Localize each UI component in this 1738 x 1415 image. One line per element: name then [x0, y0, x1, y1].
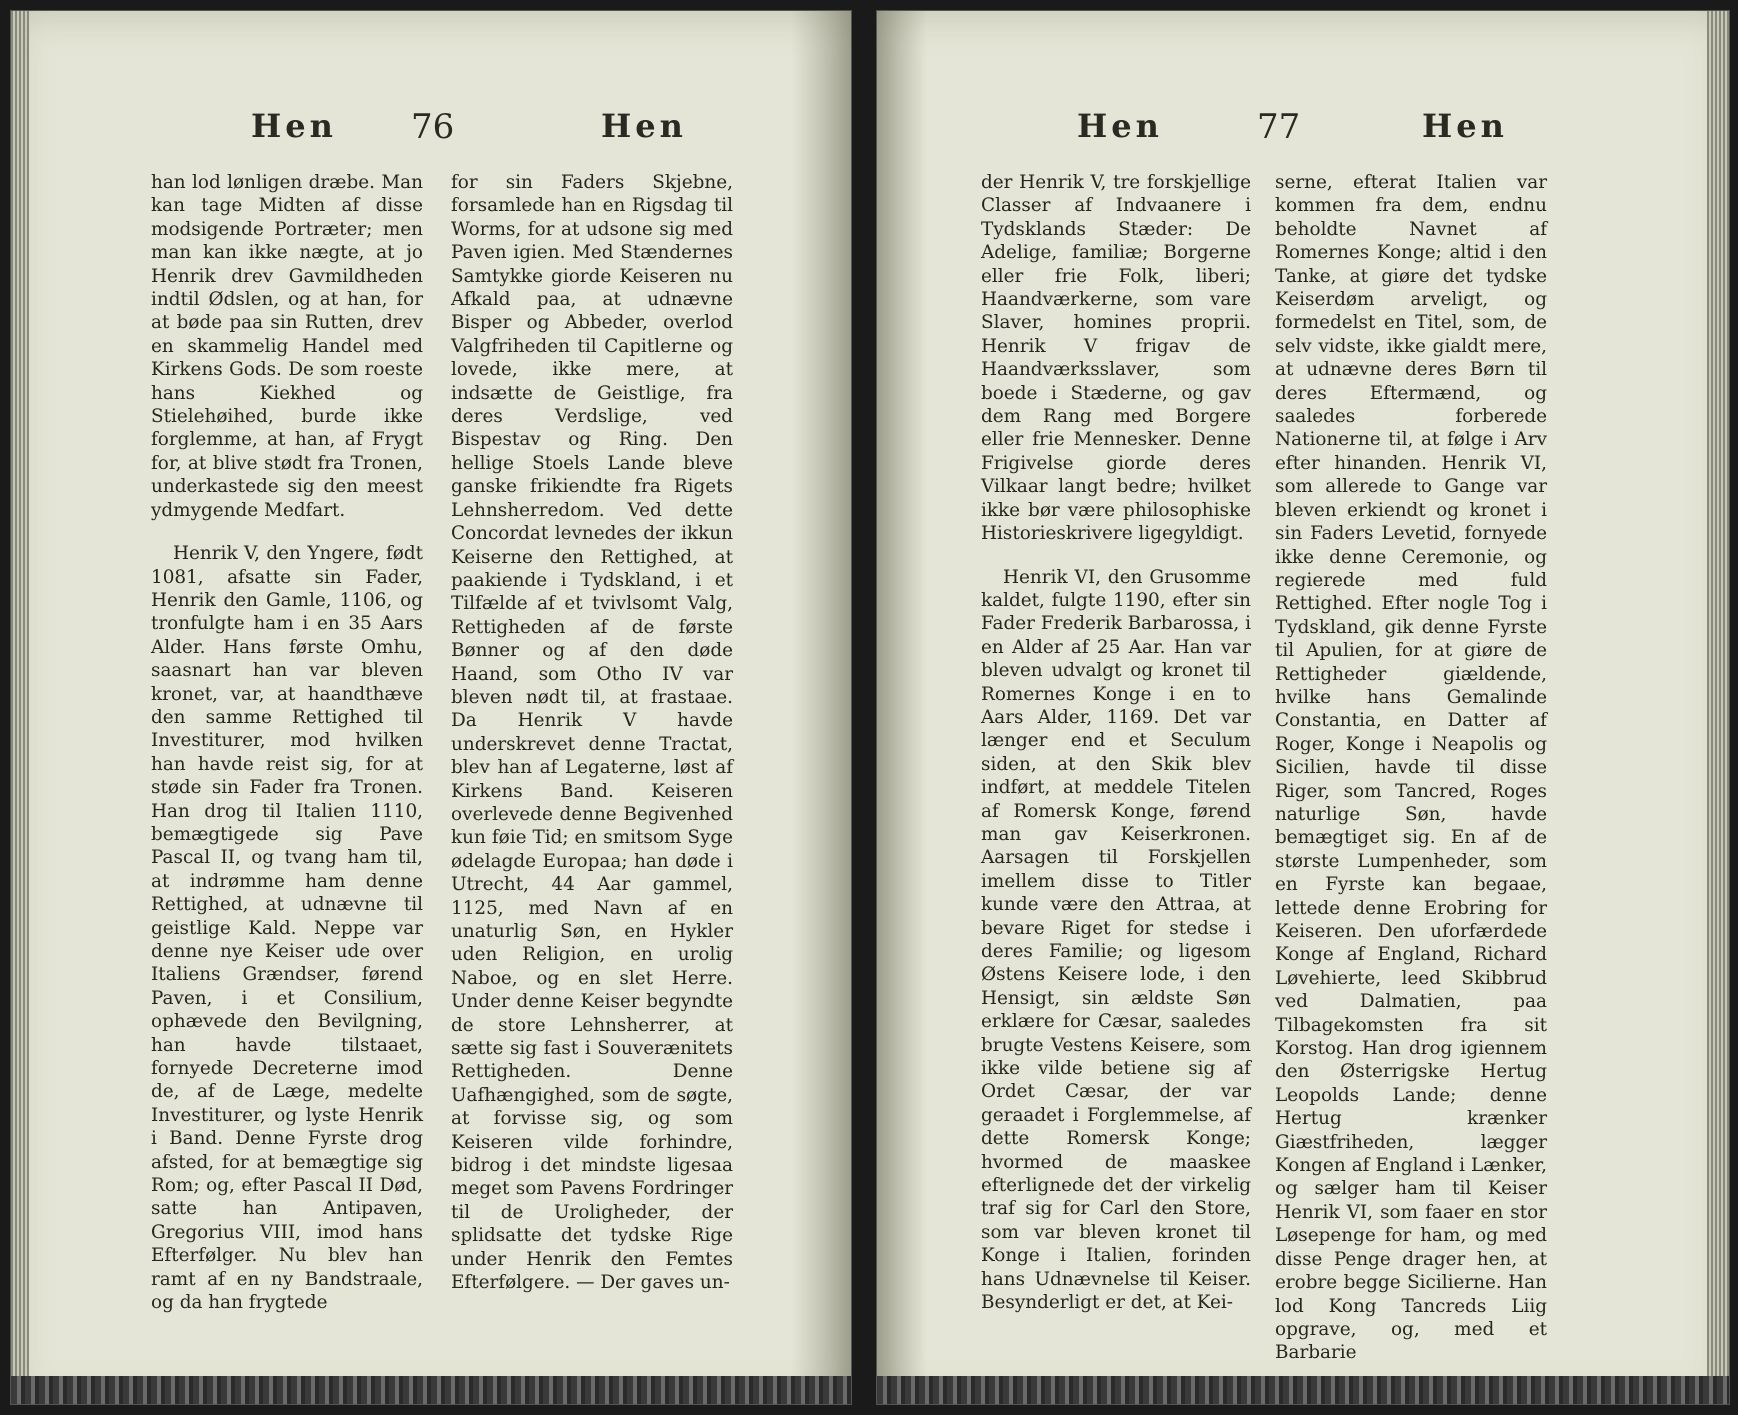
- page-number: 76: [411, 107, 455, 147]
- page-edge: [1707, 11, 1729, 1404]
- paragraph: Henrik V, den Yngere, født 1081, afsatte sin Fader, Henrik den Gamle, 1106, og tronfulgte ham i en 35 Aars Alder. Hans første Omhu, saasnart han var bleven kronet, var, at haandthæve den samme Rettighed til Investiturer, mod hvilken han havde reist sig, for at støde sin Fader fra Tronen. Han drog til Italien 1110, bemægtigede sig Pave Pascal II, og tvang ham til, at indrømme ham denne Rettighed, at udnævne til geistlige Kald. Neppe var denne nye Keiser ude over Italiens Grændser, førend Paven, i et Consilium, ophævede den Bevilgning, han havde tilstaaet, fornyede Decreterne imod de, af de Læge, medelte Investiturer, og lyste Henrik i Band. Denne Fyrste drog afsted, for at bemægtige sig Rom; og, efter Pascal II Død, satte han Antipaven, Gregorius VIII, imod hans Efterfølger. Nu blev han ramt af en ny Bandstraale, og da han frygtede: [151, 543, 423, 1314]
- text-column-2: [1275, 171, 1547, 1365]
- page-number: 77: [1257, 107, 1301, 147]
- right-page: [876, 10, 1730, 1405]
- paragraph: der Henrik V, tre forskjellige Classer af Indvaanere i Tydsklands Stæder: De Adelige, familiæ; Borgerne eller frie Folk, liberi; Haandværkerne, som vare Slaver, homines proprii. Henrik V frigav de Haandværksslaver, som boede i Stæderne, og gav dem Rang med Borgere eller frie Mennesker. Denne Frigivelse giorde deres Vilkaar langt bedre; hvilket ikke bør være philosophiske Historieskrivere ligegyldigt.: [981, 172, 1251, 545]
- paragraph: Henrik VI, den Grusomme kaldet, fulgte 1190, efter sin Fader Frederik Barbarossa, i en Alder af 25 Aar. Han var bleven udvalgt og kronet til Romernes Konge i en to Aars Alder, 1169. Det var længer end et Seculum siden, at den Skik blev indført, at meddele Titelen af Romersk Konge, førend man gav Keiserkronen. Aarsagen til Forskjellen imellem disse to Titler kunde være den Attraa, at bevare Riget for stedse i deres Familie; og ligesom Østens Keisere lode, i den Hensigt, sin ældste Søn erklære for Cæsar, saaledes brugte Vestens Keisere, som ikke vilde betiene sig af Ordet Cæsar, der var geraadet i Forglemmelse, af dette Romersk Konge; hvormed de maaskee efterlignede det der virkelig traf sig for Carl den Store, som var bleven kronet til Konge i Italien, forinden hans Udnævnelse til Keiser. Besynderligt er det, at Kei-: [981, 566, 1251, 1314]
- text-column-2: [451, 171, 733, 1295]
- page-edge: [11, 11, 29, 1404]
- headword-left: Hen: [1077, 107, 1163, 145]
- page-gutter: [877, 11, 927, 1404]
- left-page: [10, 10, 852, 1405]
- running-header: [877, 107, 1729, 151]
- text-column-1: [151, 171, 423, 1315]
- running-header: [11, 107, 851, 151]
- paragraph: serne, efterat Italien var kommen fra dem, endnu beholdte Navnet af Romernes Konge; altid i den Tanke, at giøre det tydske Keiserdøm arveligt, og formedelst en Titel, som, de selv vidste, ikke gialdt mere, at udnævne deres Børn til deres Eftermænd, og saaledes forberede Nationerne til, at følge i Arv efter hinanden. Henrik VI, som allerede to Gange var bleven erkiendt og kronet i sin Faders Levetid, fornyede ikke denne Ceremonie, og regierede med fuld Rettighed. Efter nogle Tog i Tydskland, gik denne Fyrste til Apulien, for at giøre de Rettigheder giældende, hvilke hans Gemalinde Constantia, en Datter af Roger, Konge i Neapolis og Sicilien, havde til disse Riger, som Tancred, Roges naturlige Søn, havde bemægtiget sig. En af de største Lumpenheder, som en Fyrste kan begaae, lettede denne Erobring for Keiseren. Den uforfærdede Konge af England, Richard Løvehierte, leed Skibbrud ved Dalmatien, paa Tilbagekomsten fra sit Korstog. Han drog igiennem den Østerrigske Hertug Leopolds Lande; denne Hertug krænker Giæstfriheden, lægger Kongen af England i Lænker, og sælger ham til Keiser Henrik VI, som faaer en stor Løsepenge for ham, og med disse Penge drager hen, at erobre begge Sicilierne. Han lod Kong Tancreds Liig opgrave, og, med et Barbarie: [1275, 172, 1547, 1364]
- headword-right: Hen: [601, 107, 687, 145]
- page-gutter: [791, 11, 851, 1404]
- text-column-1: [981, 171, 1251, 1315]
- headword-left: Hen: [251, 107, 337, 145]
- paragraph: for sin Faders Skjebne, forsamlede han en Rigsdag til Worms, for at udsone sig med Paven igien. Med Stændernes Samtykke giorde Keiseren nu Afkald paa, at udnævne Bisper og Abbeder, overlod Valgfriheden til Capitlerne og lovede, ikke mere, at indsætte de Geistlige, fra deres Verdslige, ved Bispestav og Ring. Den hellige Stoels Lande bleve ganske frikiendte fra Rigets Lehnsherredom. Ved dette Concordat levnedes der ikkun Keiserne den Rettighed, at paakiende i Tydskland, i et Tilfælde af et tvivlsomt Valg, Rettigheden af de første Bønner og af den døde Haand, som Otho IV var bleven nødt til, at frastaae. Da Henrik V havde underskrevet denne Tractat, blev han af Legaterne, løst af Kirkens Band. Keiseren overlevede denne Begivenhed kun føie Tid; en smitsom Syge ødelagde Europaa; han døde i Utrecht, 44 Aar gammel, 1125, med Navn af en unaturlig Søn, en Hykler uden Religion, en urolig Naboe, og en slet Herre. Under denne Keiser begyndte de store Lehnsherrer, at sætte sig fast i Souverænitets Rettigheden. Denne Uafhængighed, som de søgte, at forvisse sig, og som Keiseren vilde forhindre, bidrog i det mindste ligesaa meget som Pavens Fordringer til de Uroligheder, der splidsatte det tydske Rige under Henrik den Femtes Efterfølgere. — Der gaves un-: [451, 172, 733, 1294]
- headword-right: Hen: [1422, 107, 1508, 145]
- paragraph: han lod lønligen dræbe. Man kan tage Midten af disse modsigende Portræter; men man kan ikke nægte, at jo Henrik drev Gavmildheden indtil Ødslen, og at han, for at bøde paa sin Rutten, drev en skammelig Handel med Kirkens Gods. De som roeste hans Kiekhed og Stielehøihed, burde ikke forglemme, at han, af Frygt for, at blive stødt fra Tronen, underkastede sig den meest ydmygende Medfart.: [151, 172, 423, 521]
